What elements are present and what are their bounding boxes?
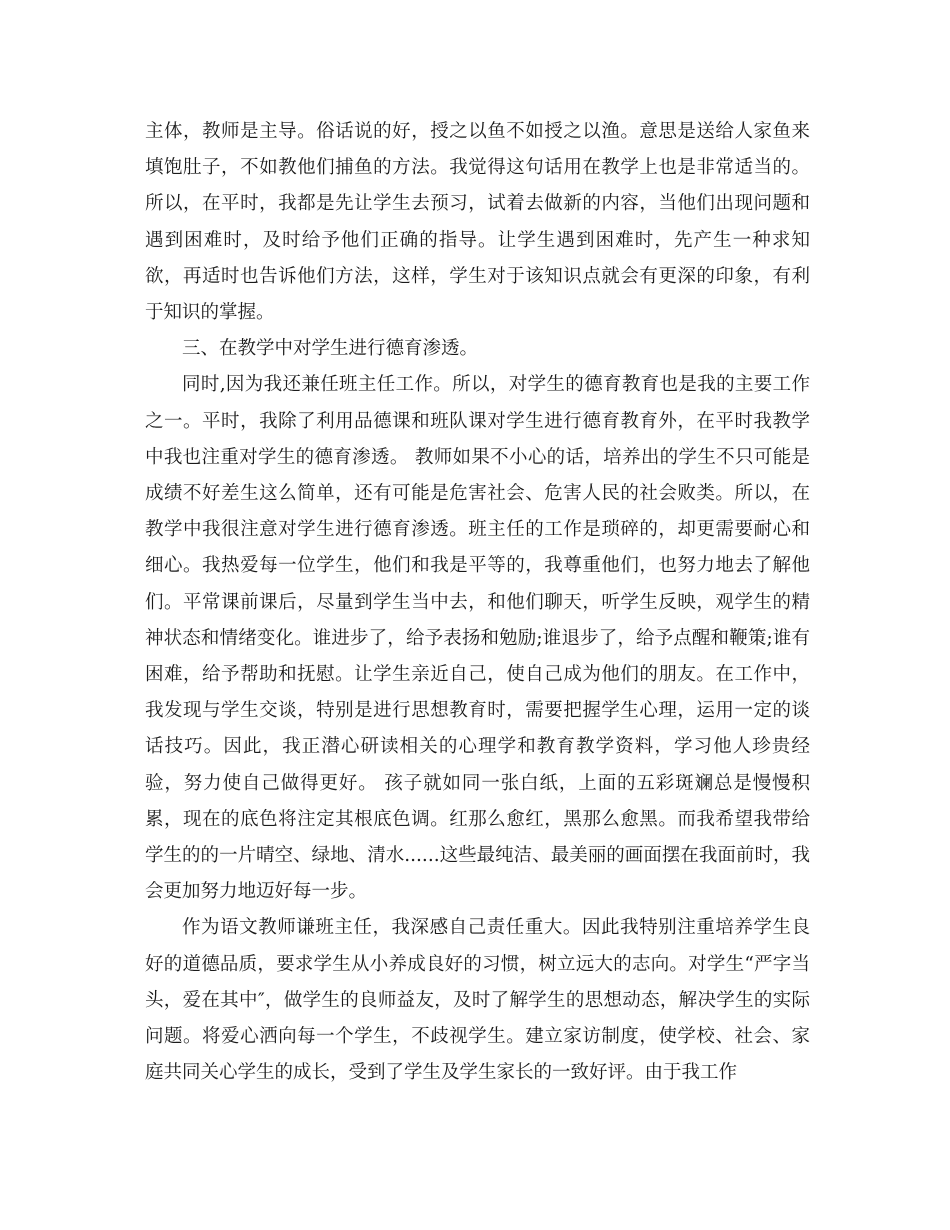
paragraph-2: 同时,因为我还兼任班主任工作。所以，对学生的德育教育也是我的主要工作之一。平时，我除了利用品德课和班队课对学生进行德育教育外，在平时我教学中我也注重对学生的德育渗透。 教师如果不小心的话，培养出的学生不只可能是成绩不好差生这么简单，还有可能是危害社会、危害人民的社会败类。所以，在教学中我很注意对学生进行德育渗透。班主任的工作是琐碎的，却更需要耐心和细心。我热爱每一位学生，他们和我是平等的，我尊重他们，也努力地去了解他们。平常课前课后，尽量到学生当中去，和他们聊天，听学生反映，观学生的精神状态和情绪变化。谁进步了，给予表扬和勉励;谁退步了，给予点醒和鞭策;谁有困难，给予帮助和抚慰。让学生亲近自己，使自己成为他们的朋友。在工作中，我发现与学生交谈，特别是进行思想教育时，需要把握学生心理，运用一定的谈话技巧。因此，我正潜心研读相关的心理学和教育教学资料，学习他人珍贵经验，努力使自己做得更好。 孩子就如同一张白纸，上面的五彩斑斓总是慢慢积累，现在的底色将注定其根底色调。红那么愈红，黑那么愈黑。而我希望我带给学生的的一片晴空、绿地、清水......这些最纯洁、最美丽的画面摆在我面前时，我会更加努力地迈好每一步。 — [145, 374, 810, 903]
paragraph-1: 主体，教师是主导。俗话说的好，授之以鱼不如授之以渔。意思是送给人家鱼来填饱肚子，不如教他们捕鱼的方法。我觉得这句话用在教学上也是非常适当的。所以，在平时，我都是先让学生去预习，试着去做新的内容，当他们出现问题和遇到困难时，及时给予他们正确的指导。让学生遇到困难时，先产生一种求知欲，再适时也告诉他们方法，这样，学生对于该知识点就会有更深的印象，有利于知识的掌握。 — [145, 121, 810, 324]
document-body — [145, 114, 810, 1091]
paragraph-3: 作为语文教师谦班主任，我深感自己责任重大。因此我特别注重培养学生良好的道德品质，要求学生从小养成良好的习惯，树立远大的志向。对学生“严字当头，爱在其中″，做学生的良师益友，及时了解学生的思想动态，解决学生的实际问题。将爱心洒向每一个学生，不歧视学生。建立家访制度，使学校、社会、家庭共同关心学生的成长，受到了学生及学生家长的一致好评。由于我工作 — [145, 917, 810, 1084]
section-heading-3: 三、在教学中对学生进行德育渗透。 — [182, 338, 479, 360]
